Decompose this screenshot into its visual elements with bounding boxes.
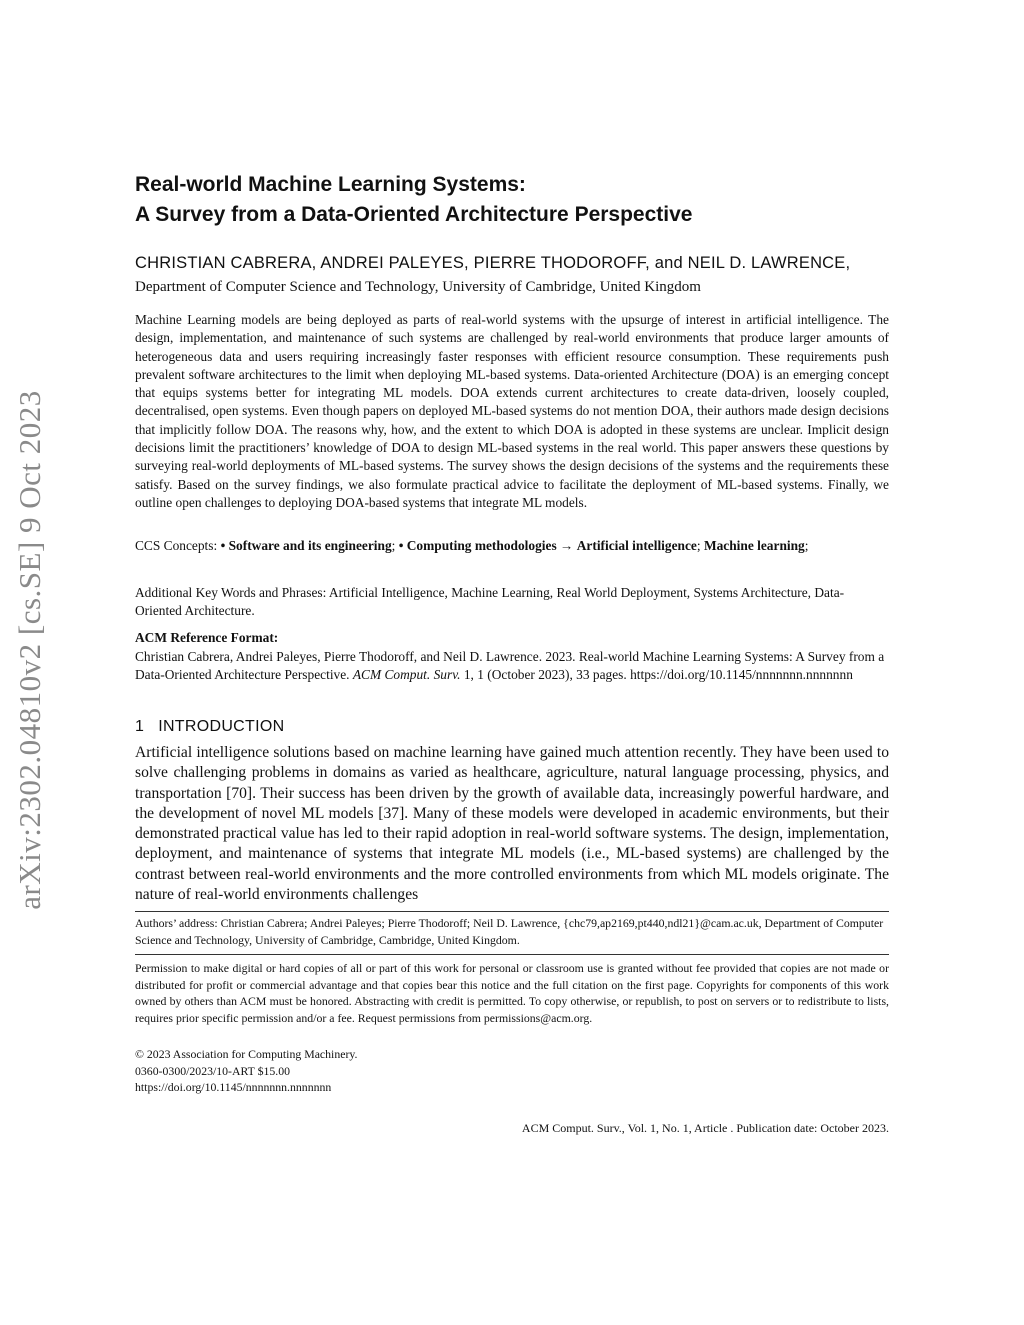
reference-heading: ACM Reference Format: <box>135 630 279 645</box>
keywords: Additional Key Words and Phrases: Artificial Intelligence, Machine Learning, Real World Deployment, Systems Architecture, Data-Oriented Architecture. <box>135 585 845 619</box>
issn-line: 0360-0300/2023/10-ART $15.00 <box>135 1063 291 1078</box>
ccs-separator: ; <box>696 538 704 553</box>
page-footer: ACM Comput. Surv., Vol. 1, No. 1, Article . Publication date: October 2023. <box>521 1121 889 1135</box>
doi-line: https://doi.org/10.1145/nnnnnnn.nnnnnnn <box>135 1080 332 1094</box>
author-list: CHRISTIAN CABRERA, ANDREI PALEYES, PIERRE THODOROFF, and NEIL D. LAWRENCE, <box>135 254 851 272</box>
ccs-arrow: → <box>556 538 577 553</box>
ccs-end: ; <box>804 538 809 553</box>
ccs-separator: ; <box>391 538 399 553</box>
intro-paragraph: Artificial intelligence solutions based on machine learning have gained much attention recently. They have been used to solve challenging problems in domains as varied as healthcare, agriculture, natural language processing, physics, and transportation [70]. Their success has been driven by the growth of available data, increasingly powerful hardware, and the development of novel ML models [37]. Many of these models were developed in academic environments, but their demonstrated practical value has led to their rapid adoption in real-world software systems. The design, implementation, deployment, and maintenance of systems that integrate ML models (i.e., ML-based systems) are challenged by the contrast between real-world environments and the more controlled environments from which ML models originate. The nature of real-world environments challenges <box>135 744 889 904</box>
footnote-divider <box>135 911 889 912</box>
ccs-term-ml: Machine learning <box>703 538 805 553</box>
permission-notice: Permission to make digital or hard copies of all or part of this work for personal or classroom use is granted without fee provided that copies are not made or distributed for profit or commercial advantage and that copies bear this notice and the full citation on the first page. Copyrights for components of this work owned by others than ACM must be honored. Abstracting with credit is permitted. To copy otherwise, or republish, to post on servers or to redistribute to lists, requires prior specific permission and/or a fee. Request permissions from permissions@acm.org. <box>135 961 889 1025</box>
arxiv-sidebar-stamp <box>0 360 60 940</box>
title-line-2: A Survey from a Data-Oriented Architecture Perspective <box>135 203 693 226</box>
section-title: INTRODUCTION <box>158 718 285 735</box>
abstract: Machine Learning models are being deployed as parts of real-world systems with the upsurge of interest in artificial intelligence. The design, implementation, and maintenance of such systems are challenged by real-world environments that produce larger amounts of heterogeneous data and users requiring increasingly faster responses with efficient resource consumption. These requirements push prevalent software architectures to the limit when deploying ML-based systems. Data-oriented Architecture (DOA) is an emerging concept that equips systems better for integrating ML models. DOA extends current architectures to create data-driven, loosely coupled, decentralised, open systems. Even though papers on deployed ML-based systems do not mention DOA, their authors made design decisions that implicitly follow DOA. The reasons why, how, and the extent to which DOA is adopted in these systems are unclear. Implicit design decisions limit the practitioners’ knowledge of DOA to design ML-based systems in the real world. This paper answers these questions by surveying real-world deployments of ML-based systems. The survey shows the design decisions of the systems and the requirements these satisfy. Based on the survey findings, we also formulate practical advice to facilitate the deployment of ML-based systems. Finally, we outline open challenges to deploying DOA-based systems that integrate ML models. <box>135 312 889 510</box>
authors-address: Authors’ address: Christian Cabrera; Andrei Paleyes; Pierre Thodoroff; Neil D. Lawrence, {chc79,ap2169,pt440,ndl21}@cam.ac.uk, Department of Computer Science and Technology, University of Cambridge, Cambridge, United Kingdom. <box>135 916 884 947</box>
section-number: 1 <box>135 718 145 735</box>
reference-text-2: 1, 1 (October 2023), 33 pages. https://doi.org/10.1145/nnnnnnn.nnnnnnn <box>460 667 853 683</box>
section-heading <box>135 718 889 736</box>
paper-title <box>135 170 889 230</box>
affiliation: Department of Computer Science and Technology, University of Cambridge, United Kingdom <box>135 279 701 295</box>
reference-journal: ACM Comput. Surv. <box>352 667 461 683</box>
ccs-concepts <box>135 537 889 555</box>
reference-text-1: Christian Cabrera, Andrei Paleyes, Pierre Thodoroff, and Neil D. Lawrence. 2023. Real-world Machine Learning Systems: A Survey from a Data-Oriented Architecture Perspective. <box>135 649 885 683</box>
ccs-label: CCS Concepts: <box>135 538 221 553</box>
ccs-term-software-engineering: • Software and its engineering <box>220 538 392 553</box>
title-line-1: Real-world Machine Learning Systems: <box>135 173 526 196</box>
reference-format <box>135 648 889 685</box>
copyright-block <box>135 1046 889 1096</box>
arxiv-id: arXiv:2302.04810v2 [cs.SE] 9 Oct 2023 <box>12 390 47 910</box>
permission-divider <box>135 954 889 955</box>
ccs-term-computing-methodologies: • Computing methodologies <box>398 538 557 553</box>
copyright-line: © 2023 Association for Computing Machinery. <box>135 1047 358 1061</box>
ccs-term-ai: Artificial intelligence <box>576 538 697 553</box>
